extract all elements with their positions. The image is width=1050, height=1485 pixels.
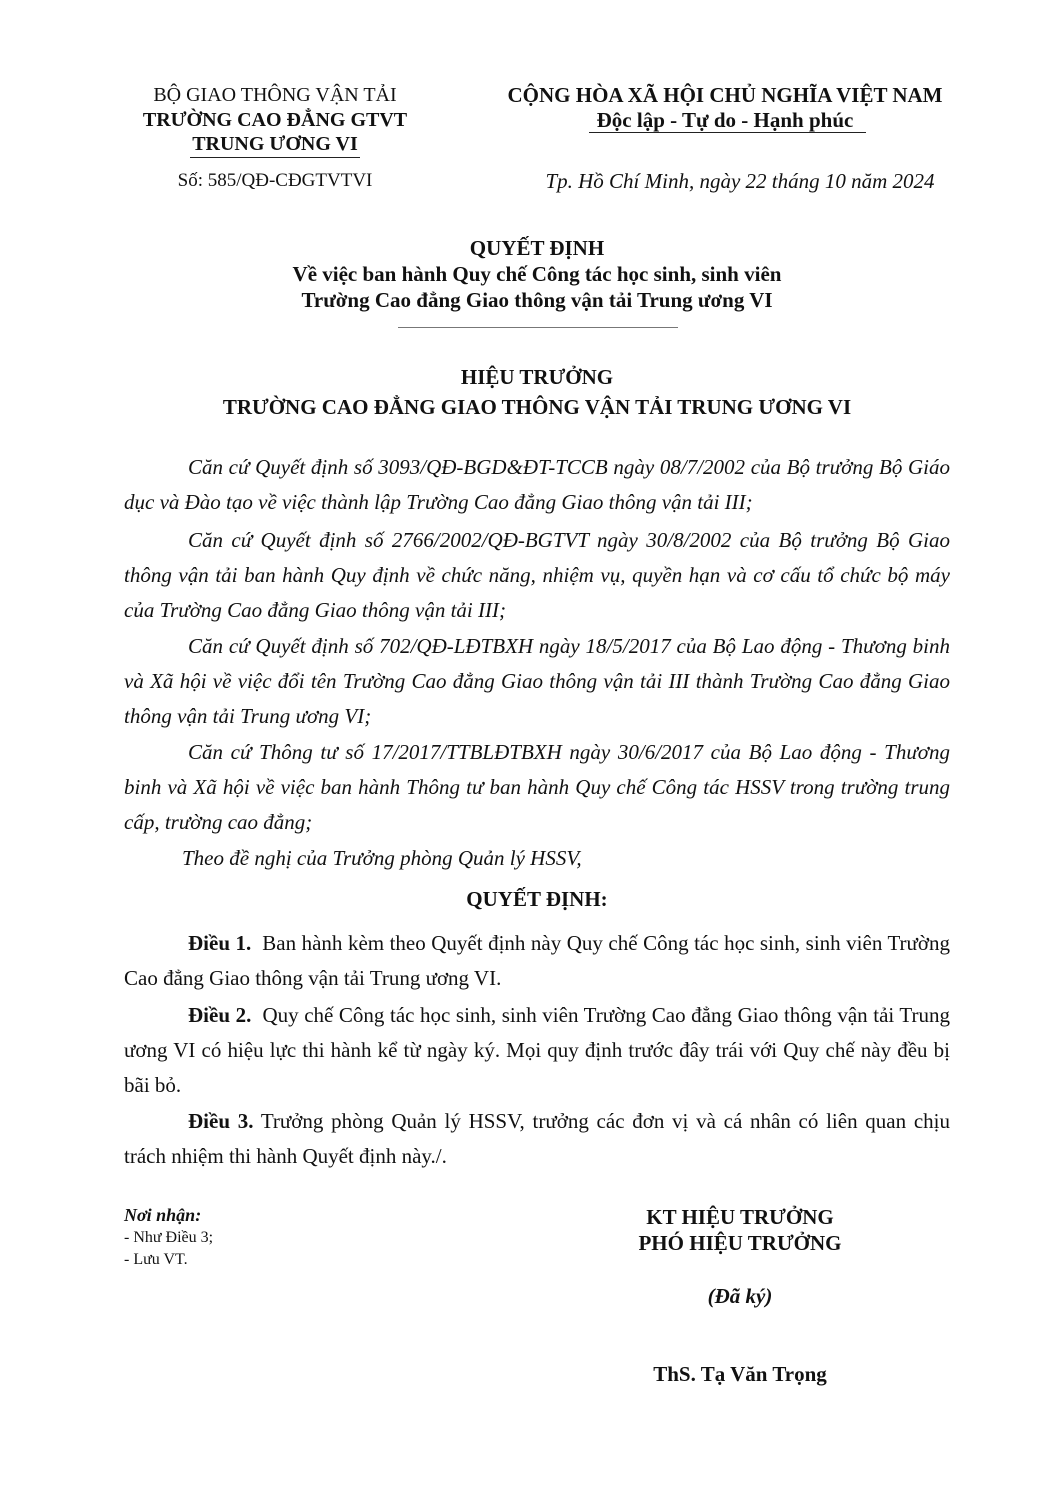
article-3-text: Trưởng phòng Quản lý HSSV, trưởng các đơn vị và cá nhân có liên quan chịu trách nhiệm thi hành Quyết định này./.: [124, 1109, 950, 1168]
school-name-line2: TRUNG ƯƠNG VI: [192, 133, 358, 155]
signed-note: (Đã ký): [707, 1284, 773, 1308]
preamble-paragraph-3: Căn cứ Quyết định số 702/QĐ-LĐTBXH ngày 18/5/2017 của Bộ Lao động - Thương binh và Xã hội về việc đổi tên Trường Cao đẳng Giao thông vận tải III thành Trường Cao đẳng Giao thông vận tải Trung ương VI;: [124, 634, 950, 728]
national-title: CỘNG HÒA XÃ HỘI CHỦ NGHĨA VIỆT NAM: [507, 83, 943, 107]
signature-role-line1: KT HIỆU TRƯỞNG: [646, 1205, 834, 1229]
title-divider: [398, 327, 678, 328]
authority-school: TRƯỜNG CAO ĐẲNG GIAO THÔNG VẬN TẢI TRUNG ƯƠNG VI: [222, 395, 852, 419]
document-number: Số: 585/QĐ-CĐGTVTVI: [177, 170, 373, 191]
recipients-block: [124, 1203, 424, 1271]
preamble-paragraph-2: Căn cứ Quyết định số 2766/2002/QĐ-BGTVT ngày 30/8/2002 của Bộ trưởng Bộ Giao thông vận tải ban hành Quy định về chức năng, nhiệm vụ, quyền hạn và cơ cấu tổ chức bộ máy của Trường Cao đẳng Giao thông vận tải III;: [124, 528, 950, 622]
article-1-text: Ban hành kèm theo Quyết định này Quy chế Công tác học sinh, sinh viên Trường Cao đẳng Giao thông vận tải Trung ương VI.: [124, 931, 951, 990]
article-3-label: Điều 3.: [188, 1109, 254, 1133]
ministry-name: BỘ GIAO THÔNG VẬN TẢI: [153, 84, 397, 106]
authority-title: HIỆU TRƯỞNG: [460, 365, 614, 389]
article-2: [124, 998, 950, 1103]
preamble-paragraph-4: Căn cứ Thông tư số 17/2017/TTBLĐTBXH ngày 30/6/2017 của Bộ Lao động - Thương binh và Xã hội về việc ban hành Thông tư ban hành Quy chế Công tác HSSV trong trường trung cấp, trường cao đẳng;: [124, 740, 950, 834]
preamble-paragraph-1: Căn cứ Quyết định số 3093/QĐ-BGD&ĐT-TCCB ngày 08/7/2002 của Bộ trưởng Bộ Giáo dục và Đào tạo về việc thành lập Trường Cao đẳng Giao thông vận tải III;: [124, 455, 950, 514]
recipient-item: - Như Điều 3;: [124, 1229, 214, 1246]
motto-underline: [589, 132, 866, 133]
national-motto: Độc lập - Tự do - Hạnh phúc: [596, 108, 854, 132]
signature-role-line2: PHÓ HIỆU TRƯỞNG: [638, 1231, 842, 1255]
school-name-line1: TRƯỜNG CAO ĐẲNG GTVT: [142, 109, 408, 131]
decision-heading: QUYẾT ĐỊNH:: [466, 887, 608, 911]
recipients-title: Nơi nhận:: [124, 1205, 202, 1225]
article-1-label: Điều 1.: [188, 931, 252, 955]
signer-name: ThS. Tạ Văn Trọng: [653, 1362, 827, 1386]
subject-line2: Trường Cao đẳng Giao thông vận tải Trung ương VI: [301, 288, 773, 312]
article-3: [124, 1104, 950, 1174]
article-2-label: Điều 2.: [188, 1003, 252, 1027]
recipient-item: - Lưu VT.: [124, 1251, 188, 1268]
school-underline: [190, 157, 360, 158]
document-type: QUYẾT ĐỊNH: [469, 236, 605, 260]
article-1: [124, 926, 950, 996]
preamble-paragraph-5: Theo đề nghị của Trưởng phòng Quản lý HSSV,: [182, 846, 582, 870]
article-2-text: Quy chế Công tác học sinh, sinh viên Trường Cao đẳng Giao thông vận tải Trung ương VI có hiệu lực thi hành kể từ ngày ký. Mọi quy định trước đây trái với Quy chế này đều bị bãi bỏ.: [124, 1003, 951, 1097]
place-and-date: Tp. Hồ Chí Minh, ngày 22 tháng 10 năm 2024: [545, 169, 935, 193]
subject-line1: Về việc ban hành Quy chế Công tác học sinh, sinh viên: [292, 262, 782, 286]
